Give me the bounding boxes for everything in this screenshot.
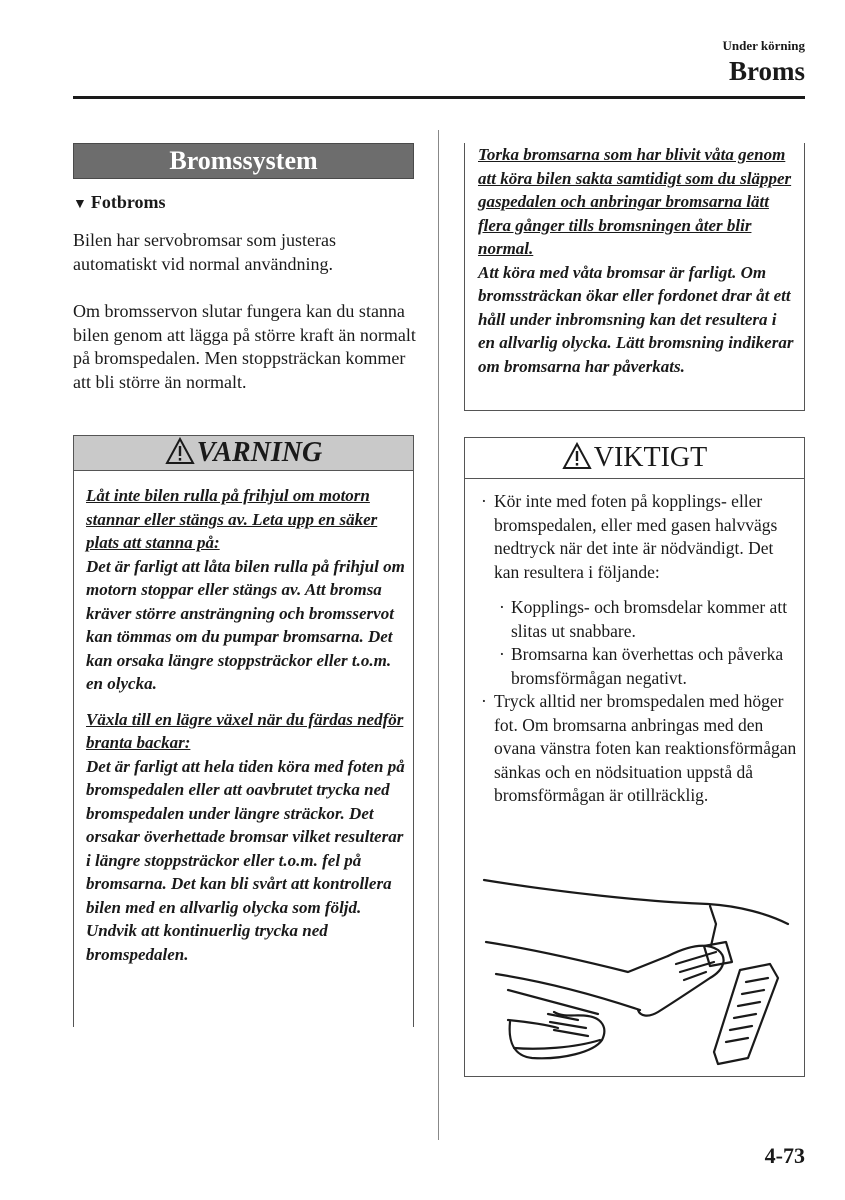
- servo-paragraph: [73, 300, 418, 394]
- sub-list-item: [479, 643, 799, 690]
- chapter-label: Under körning: [722, 38, 805, 53]
- warning-lead: Låt inte bilen rulla på frihjul om motorn stannar eller stängs av. Leta upp en säker plats att stanna på:: [86, 486, 378, 552]
- intro-paragraph: [73, 229, 418, 276]
- list-item-text: Kör inte med foten på kopplings- eller bromspedalen, eller med gasen halvvägs nedtryck när det inte är nödvändigt. Det kan resultera i följande:: [494, 491, 778, 582]
- continued-lead: Torka bromsarna som har blivit våta genom att köra bilen sakta samtidigt som du släpper gaspedalen och anbringar bromsarna lätt flera gånger tills bromsningen åter blir normal.: [478, 145, 792, 258]
- list-item: [479, 690, 799, 808]
- sub-list-item-text: Kopplings- och bromsdelar kommer att slitas ut snabbare.: [511, 597, 788, 641]
- section-title: Bromssystem: [73, 143, 414, 179]
- important-header: [465, 438, 804, 479]
- sub-list-item-text: Bromsarna kan överhettas och påverka bromsförmågan negativt.: [511, 644, 784, 688]
- warning-title: VARNING: [196, 437, 323, 468]
- subheading: [73, 192, 166, 213]
- header-rule: [73, 96, 805, 99]
- pedal-illustration: [478, 872, 798, 1067]
- page-number: 4-73: [764, 1143, 805, 1168]
- important-title: VIKTIGT: [593, 442, 708, 473]
- bullet-dot: ·: [481, 491, 487, 511]
- warning-triangle-icon: [165, 437, 195, 465]
- warning-continued-box: [464, 143, 805, 411]
- warning-triangle-icon: [562, 442, 592, 470]
- bullet-dot: ·: [481, 691, 487, 711]
- warning-text: Det är farligt att hela tiden köra med foten på bromspedalen eller att oavbrutet trycka ned bromspedalen under längre sträckor. Det orsakar överhettade bromsar vilket resulterar i längre stoppsträckor eller t.o.m. fel på bromsarna. Det kan bli svårt att kontrollera bilen med en allvarlig olycka som följd. Undvik att kontinuerlig trycka ned bromspedalen.: [86, 756, 405, 964]
- important-body: [479, 490, 799, 808]
- warning-body: [86, 484, 406, 978]
- column-divider: [438, 130, 439, 1140]
- continued-text: Att köra med våta bromsar är farligt. Om bromssträckan ökar eller fordonet drar åt ett håll under inbromsning kan det resultera i en allvarlig olycka. Lätt bromsning indikerar om bromsarna har påverkats.: [478, 262, 794, 376]
- triangle-down-icon: ▼: [73, 197, 87, 212]
- paragraph-1: Bilen har servobromsar som justeras automatiskt vid normal användning.: [73, 230, 336, 274]
- warning-text: Det är farligt att låta bilen rulla på frihjul om motorn stoppar eller stängs av. Att bromsa kräver större ansträngning och bromsservot kan tömmas om du pumpar bromsarna. Det kan orsaka längre stoppsträckor eller t.o.m. en olycka.: [86, 556, 405, 693]
- sub-list-item: [479, 596, 799, 643]
- warning-header: [74, 436, 413, 471]
- list-item: [479, 490, 799, 584]
- warning-continued-body: [478, 143, 796, 378]
- warning-block: [86, 484, 406, 696]
- list-item-text: Tryck alltid ner bromspedalen med höger fot. Om bromsarna anbringas med den ovana vänstra foten kan reaktionsförmågan sänkas och en nödsituation uppstå då bromsförmågan är otillräcklig.: [494, 691, 797, 805]
- warning-block: [86, 708, 406, 967]
- warning-lead: Växla till en lägre växel när du färdas nedför branta backar:: [86, 709, 404, 752]
- warning-box: [73, 435, 414, 1027]
- bullet-dot: ·: [499, 597, 505, 617]
- page-heading: Broms: [728, 56, 805, 86]
- bullet-dot: ·: [499, 644, 505, 664]
- subheading-text: Fotbroms: [90, 192, 166, 212]
- paragraph-2: Om bromsservon slutar fungera kan du stanna bilen genom att lägga på större kraft än normalt på bromspedalen. Men stoppsträckan kommer att bli större än normalt.: [73, 301, 416, 392]
